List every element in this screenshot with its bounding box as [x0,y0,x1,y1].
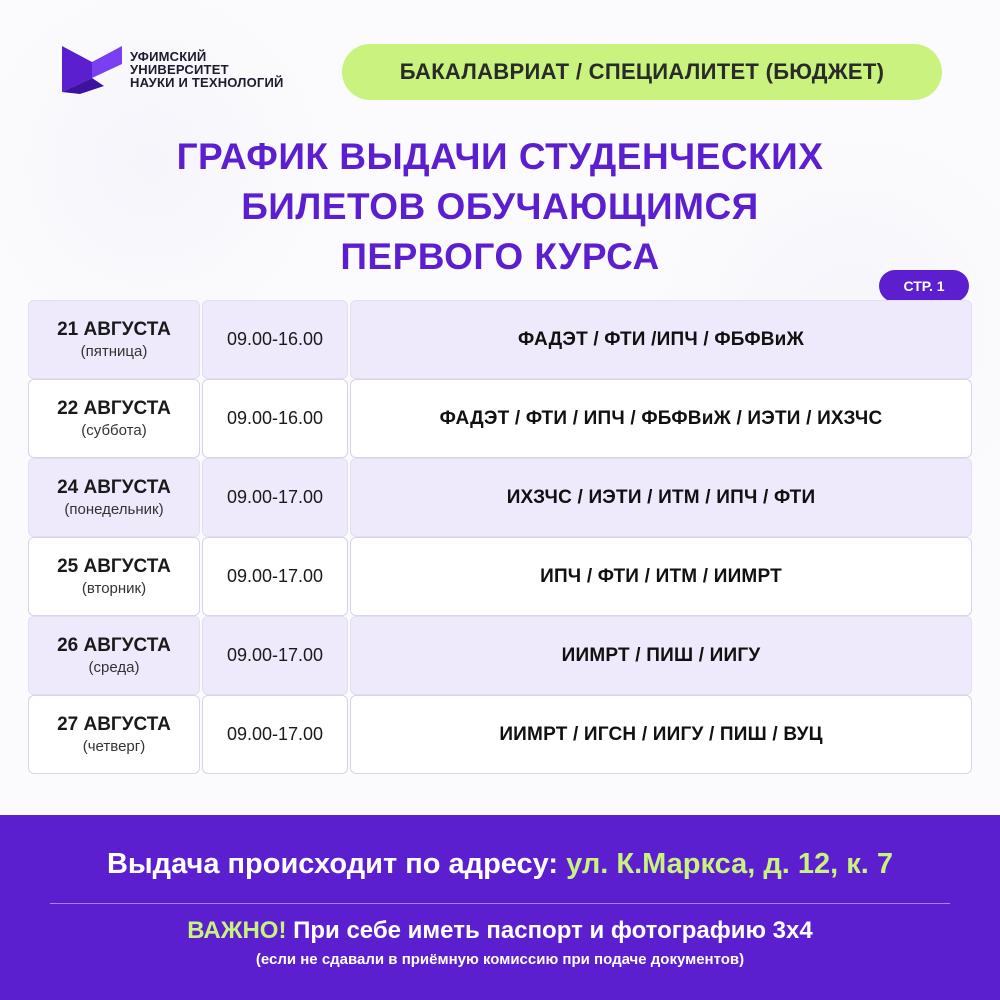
schedule-row [28,379,972,458]
university-logo-icon [62,44,122,94]
date-cell [28,616,200,695]
time-cell [202,300,348,379]
weekday-text: (суббота) [81,422,147,439]
date-text: 26 АВГУСТА [57,635,171,656]
page-number-badge: СТР. 1 [879,270,969,302]
weekday-text: (вторник) [81,580,147,597]
time-cell [202,616,348,695]
institutes-cell [350,616,972,695]
institutes-text: ФАДЭТ / ФТИ / ИПЧ / ФБФВиЖ / ИЭТИ / ИХЗЧС [439,407,883,429]
title-line: БИЛЕТОВ ОБУЧАЮЩИМСЯ [241,186,759,227]
date-text: 27 АВГУСТА [57,714,171,735]
footer-divider [50,903,950,904]
institutes-text: ИПЧ / ФТИ / ИТМ / ИИМРТ [540,565,782,587]
weekday-text: (понедельник) [64,501,164,518]
footer-panel [0,815,1000,1000]
date-text: 25 АВГУСТА [57,556,171,577]
program-badge: БАКАЛАВРИАТ / СПЕЦИАЛИТЕТ (БЮДЖЕТ) [342,44,942,100]
time-cell [202,695,348,774]
university-name-line: УФИМСКИЙ [130,49,207,64]
schedule-row [28,616,972,695]
time-cell [202,379,348,458]
schedule-row [28,300,972,379]
footer-note: (если не сдавали в приёмную комиссию при подаче документов) [255,951,745,968]
important-line [0,917,1000,945]
date-cell [28,537,200,616]
schedule-row [28,458,972,537]
date-cell [28,300,200,379]
schedule-table [28,300,972,774]
important-text: При себе иметь паспорт и фотографию 3x4 [286,917,813,944]
time-cell [202,537,348,616]
date-text: 24 АВГУСТА [57,477,171,498]
institutes-text: ФАДЭТ / ФТИ /ИПЧ / ФБФВиЖ [518,328,804,350]
time-text: 09.00-17.00 [226,724,324,744]
page-title [0,132,1000,282]
institutes-text: ИИМРТ / ИГСН / ИИГУ / ПИШ / ВУЦ [499,723,823,745]
institutes-text: ИХЗЧС / ИЭТИ / ИТМ / ИПЧ / ФТИ [506,486,816,508]
institutes-text: ИИМРТ / ПИШ / ИИГУ [561,644,761,666]
important-label: ВАЖНО! [187,917,287,944]
institutes-cell [350,458,972,537]
date-text: 21 АВГУСТА [57,319,171,340]
schedule-row [28,695,972,774]
institutes-cell [350,379,972,458]
institutes-cell [350,300,972,379]
time-cell [202,458,348,537]
date-text: 22 АВГУСТА [57,398,171,419]
title-line: ПЕРВОГО КУРСА [340,236,660,277]
university-name [130,50,284,89]
weekday-text: (пятница) [80,343,148,360]
time-text: 09.00-16.00 [226,408,324,428]
university-name-line: УНИВЕРСИТЕТ [130,62,229,77]
weekday-text: (среда) [88,659,140,676]
time-text: 09.00-17.00 [226,645,324,665]
address-prefix: Выдача происходит по адресу: [106,848,567,880]
address-value: ул. К.Маркса, д. 12, к. 7 [566,848,894,880]
date-cell [28,458,200,537]
time-text: 09.00-17.00 [226,566,324,586]
weekday-text: (четверг) [82,738,146,755]
time-text: 09.00-16.00 [226,329,324,349]
title-line: ГРАФИК ВЫДАЧИ СТУДЕНЧЕСКИХ [176,136,824,177]
institutes-cell [350,537,972,616]
address-line [0,848,1000,881]
university-name-line: НАУКИ И ТЕХНОЛОГИЙ [130,75,284,90]
date-cell [28,695,200,774]
date-cell [28,379,200,458]
time-text: 09.00-17.00 [226,487,324,507]
schedule-row [28,537,972,616]
institutes-cell [350,695,972,774]
